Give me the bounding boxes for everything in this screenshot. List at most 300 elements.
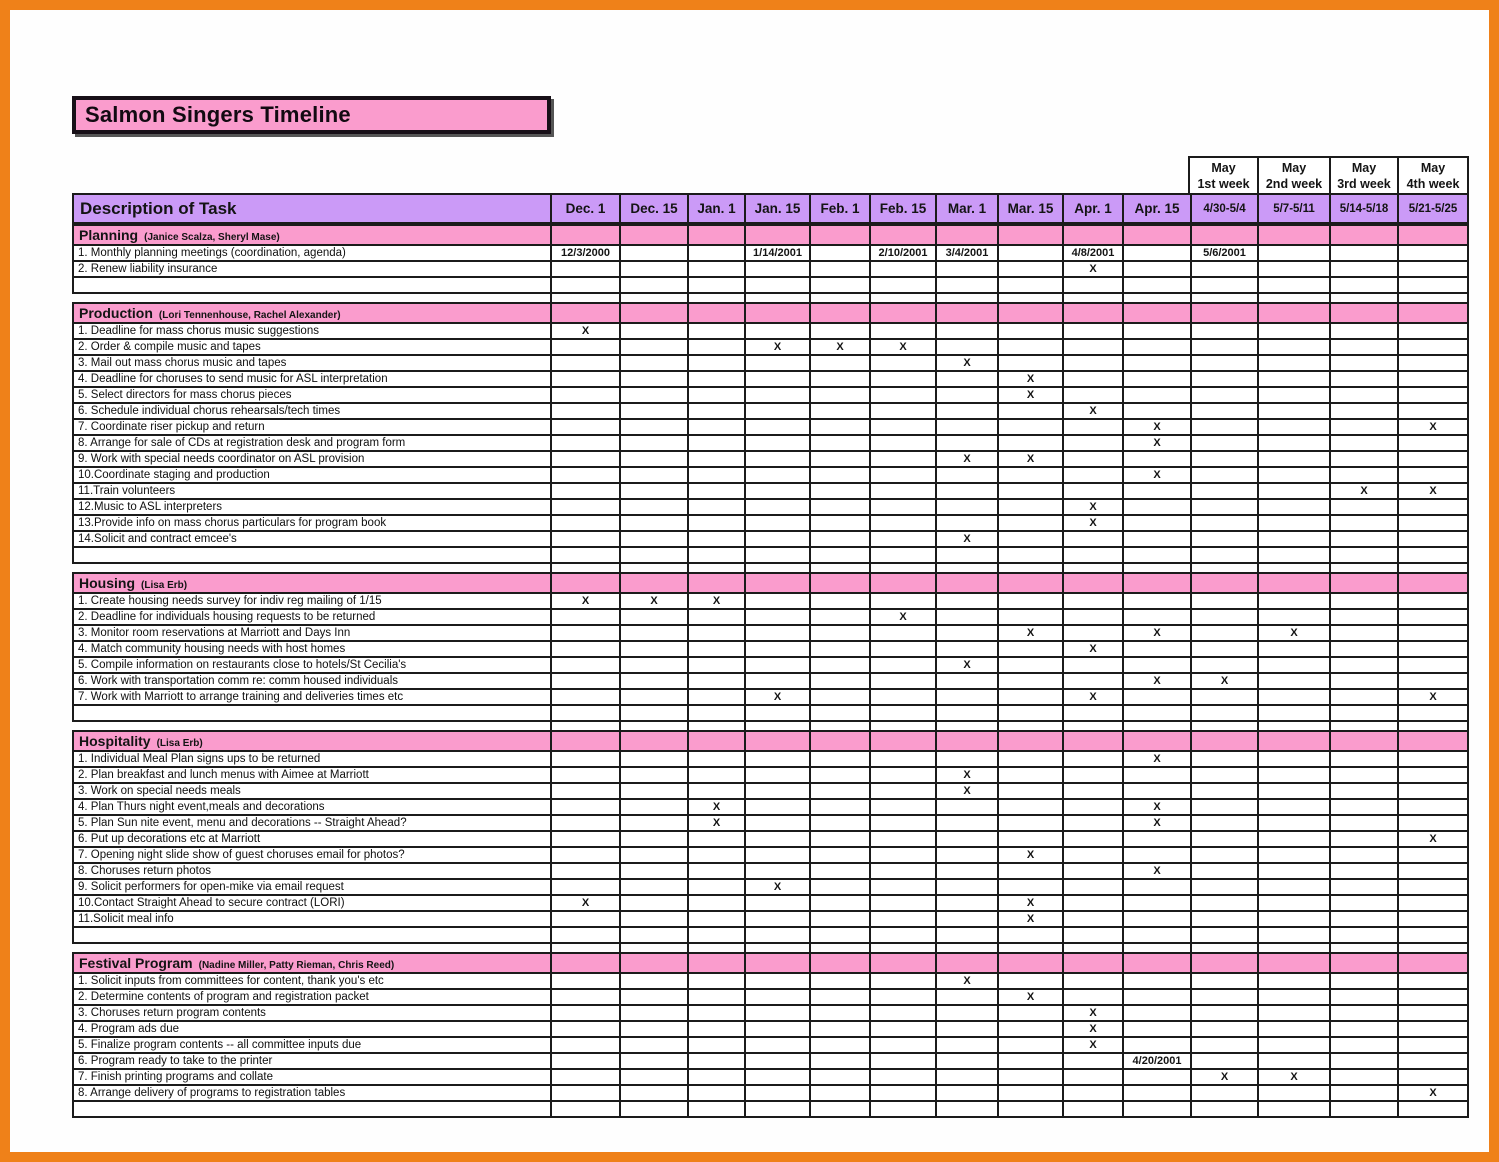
- empty-cell: [1257, 706, 1329, 720]
- timeline-cell-may4: [1397, 532, 1467, 546]
- timeline-cell-feb15: [869, 658, 935, 672]
- timeline-cell-dec1: [550, 832, 619, 846]
- timeline-cell-jan15: [744, 372, 809, 386]
- timeline-cell-dec1: [550, 404, 619, 418]
- empty-cell: [935, 548, 997, 562]
- timeline-cell-may1: [1190, 974, 1257, 988]
- timeline-cell-dec1: [550, 974, 619, 988]
- gap-cell: [687, 944, 744, 952]
- timeline-cell-dec1: [550, 1086, 619, 1100]
- timeline-cell-dec15: [619, 340, 687, 354]
- timeline-cell-may1: [1190, 816, 1257, 830]
- gap-cell: [1190, 722, 1257, 730]
- timeline-cell-feb1: [809, 626, 869, 640]
- task-row: [74, 830, 1467, 846]
- timeline-cell-may1: [1190, 262, 1257, 276]
- empty-cell: [619, 278, 687, 292]
- timeline-cell-may2: [1257, 768, 1329, 782]
- timeline-cell-apr1: [1062, 658, 1122, 672]
- timeline-cell-feb1: [809, 832, 869, 846]
- timeline-cell-dec1: [550, 484, 619, 498]
- may-week-header: [1257, 158, 1329, 193]
- timeline-cell-mar1: [935, 468, 997, 482]
- gap-cell: [1397, 944, 1469, 952]
- empty-cell: [1397, 1102, 1467, 1116]
- empty-cell: [1062, 1102, 1122, 1116]
- task-row: [74, 656, 1467, 672]
- timeline-cell-apr1: [1062, 626, 1122, 640]
- timeline-cell-may2: [1257, 880, 1329, 894]
- timeline-cell-dec15: [619, 388, 687, 402]
- task-label: 4. Program ads due: [78, 1023, 180, 1035]
- timeline-cell-jan1: [687, 500, 744, 514]
- timeline-cell-may1: [1190, 896, 1257, 910]
- timeline-cell-mar15: [997, 500, 1062, 514]
- timeline-cell-mar15: [997, 642, 1062, 656]
- may-week-header: [1190, 158, 1257, 193]
- may-week-line1: May: [1351, 161, 1377, 175]
- timeline-cell-apr15: [1122, 690, 1190, 704]
- gap-cell: [1257, 564, 1329, 572]
- timeline-cell-dec15: [619, 324, 687, 338]
- timeline-cell-apr1: X: [1062, 262, 1122, 276]
- timeline-cell-dec1: [550, 516, 619, 530]
- empty-cell: [687, 928, 744, 942]
- task-label: 11.Train volunteers: [78, 485, 176, 497]
- empty-cell: [809, 278, 869, 292]
- empty-cell: [809, 928, 869, 942]
- empty-cell: [687, 1102, 744, 1116]
- timeline-cell-feb15: [869, 880, 935, 894]
- timeline-cell-mar15: [997, 752, 1062, 766]
- timeline-cell-may3: [1329, 436, 1397, 450]
- gap-cell: [687, 564, 744, 572]
- timeline-cell-mar15: [997, 1022, 1062, 1036]
- timeline-cell-jan15: [744, 594, 809, 608]
- timeline-cell-mar15: [997, 468, 1062, 482]
- timeline-cell-feb1: [809, 768, 869, 782]
- timeline-cell-may2: [1257, 516, 1329, 530]
- task-label: 9. Work with special needs coordinator on ASL provision: [78, 453, 365, 465]
- timeline-cell-apr1: [1062, 752, 1122, 766]
- timeline-cell-dec15: [619, 468, 687, 482]
- timeline-cell-may3: [1329, 832, 1397, 846]
- timeline-cell-jan1: [687, 340, 744, 354]
- timeline-cell-jan1: [687, 848, 744, 862]
- timeline-cell-mar15: X: [997, 990, 1062, 1004]
- timeline-cell-feb1: [809, 452, 869, 466]
- section-title: Production: [79, 305, 153, 321]
- section-header-cell: [1329, 226, 1397, 244]
- section-title: Hospitality: [79, 733, 151, 749]
- timeline-cell-mar1: [935, 1006, 997, 1020]
- section-header-cell: [935, 304, 997, 322]
- section-header-cell: [1062, 226, 1122, 244]
- timeline-cell-may3: [1329, 768, 1397, 782]
- timeline-cell-feb1: [809, 484, 869, 498]
- task-row: [74, 688, 1467, 704]
- timeline-cell-may3: [1329, 340, 1397, 354]
- timeline-cell-apr15: [1122, 388, 1190, 402]
- empty-cell: [1397, 278, 1467, 292]
- timeline-cell-may3: [1329, 880, 1397, 894]
- empty-cell: [744, 548, 809, 562]
- timeline-cell-apr15: [1122, 1086, 1190, 1100]
- timeline-cell-jan15: [744, 864, 809, 878]
- task-label: 9. Solicit performers for open-mike via email request: [78, 881, 344, 893]
- empty-cell: [997, 278, 1062, 292]
- timeline-cell-jan15: [744, 484, 809, 498]
- timeline-cell-dec15: [619, 484, 687, 498]
- timeline-cell-jan15: [744, 404, 809, 418]
- timeline-cell-mar1: [935, 420, 997, 434]
- empty-cell: [997, 928, 1062, 942]
- section-title: Housing: [79, 575, 135, 591]
- column-header-mar15: Mar. 15: [997, 195, 1062, 222]
- task-row: [74, 514, 1467, 530]
- timeline-cell-mar15: [997, 516, 1062, 530]
- task-label: 10.Coordinate staging and production: [78, 469, 270, 481]
- timeline-cell-dec1: [550, 452, 619, 466]
- task-row: [74, 862, 1467, 878]
- section-header: [74, 226, 550, 244]
- timeline-cell-jan1: [687, 1022, 744, 1036]
- timeline-cell-feb15: [869, 912, 935, 926]
- empty-cell: [1190, 706, 1257, 720]
- section-header-cell: [935, 954, 997, 972]
- timeline-cell-mar15: X: [997, 848, 1062, 862]
- timeline-cell-feb1: [809, 864, 869, 878]
- timeline-cell-may4: [1397, 340, 1467, 354]
- timeline-cell-dec15: [619, 1070, 687, 1084]
- section-header-cell: [1397, 732, 1467, 750]
- timeline-cell-may4: [1397, 864, 1467, 878]
- empty-cell: [1329, 548, 1397, 562]
- timeline-cell-jan1: [687, 420, 744, 434]
- section-header-cell: [1190, 954, 1257, 972]
- gap-cell: [744, 944, 809, 952]
- timeline-cell-feb1: [809, 516, 869, 530]
- task-label: 3. Work on special needs meals: [78, 785, 241, 797]
- timeline-cell-jan15: [744, 388, 809, 402]
- timeline-cell-dec1: X: [550, 896, 619, 910]
- timeline-cell-feb15: [869, 864, 935, 878]
- timeline-cell-may2: [1257, 800, 1329, 814]
- timeline-cell-feb15: [869, 1038, 935, 1052]
- timeline-cell-may2: [1257, 388, 1329, 402]
- timeline-cell-may3: [1329, 1022, 1397, 1036]
- timeline-cell-may4: [1397, 626, 1467, 640]
- task-column-header: Description of Task: [80, 198, 237, 218]
- timeline-cell-apr1: [1062, 436, 1122, 450]
- timeline-cell-dec15: [619, 452, 687, 466]
- task-row: [74, 244, 1467, 260]
- timeline-cell-feb1: [809, 880, 869, 894]
- task-label: 11.Solicit meal info: [78, 913, 174, 925]
- timeline-cell-may2: [1257, 468, 1329, 482]
- task-row: [74, 1068, 1467, 1084]
- task-label: 8. Arrange delivery of programs to registration tables: [78, 1087, 346, 1099]
- section-header-cell: [1062, 954, 1122, 972]
- timeline-cell-mar15: [997, 436, 1062, 450]
- timeline-cell-jan1: [687, 784, 744, 798]
- empty-cell: [935, 278, 997, 292]
- timeline-cell-may2: X: [1257, 1070, 1329, 1084]
- timeline-cell-apr1: [1062, 372, 1122, 386]
- empty-cell: [550, 548, 619, 562]
- gap-cell: [869, 722, 935, 730]
- timeline-cell-may1: [1190, 420, 1257, 434]
- timeline-cell-apr1: X: [1062, 1006, 1122, 1020]
- gap-cell: [997, 564, 1062, 572]
- timeline-cell-jan1: [687, 752, 744, 766]
- timeline-cell-mar1: [935, 752, 997, 766]
- task-row: [74, 672, 1467, 688]
- timeline-cell-apr1: [1062, 324, 1122, 338]
- timeline-cell-may1: [1190, 452, 1257, 466]
- timeline-cell-mar1: [935, 800, 997, 814]
- timeline-cell-feb1: [809, 420, 869, 434]
- empty-cell: [744, 278, 809, 292]
- task-label: 3. Monitor room reservations at Marriott and Days Inn: [78, 627, 351, 639]
- timeline-cell-feb1: [809, 848, 869, 862]
- timeline-cell-apr15: X: [1122, 674, 1190, 688]
- timeline-cell-apr1: [1062, 974, 1122, 988]
- timeline-cell-feb1: [809, 262, 869, 276]
- timeline-cell-apr1: [1062, 832, 1122, 846]
- timeline-cell-feb1: [809, 1022, 869, 1036]
- empty-task-cell: [74, 928, 550, 942]
- timeline-cell-apr15: [1122, 784, 1190, 798]
- empty-cell: [550, 706, 619, 720]
- empty-row: [74, 276, 1467, 292]
- timeline-cell-may1: [1190, 404, 1257, 418]
- timeline-cell-dec15: [619, 246, 687, 260]
- task-row: [74, 1052, 1467, 1068]
- timeline-cell-may1: [1190, 864, 1257, 878]
- timeline-cell-mar1: X: [935, 356, 997, 370]
- timeline-cell-apr15: [1122, 642, 1190, 656]
- timeline-cell-mar1: X: [935, 452, 997, 466]
- section-header-cell: [1329, 574, 1397, 592]
- section-header-row: [74, 304, 1467, 322]
- timeline-cell-mar1: [935, 610, 997, 624]
- section-header-cell: [1329, 732, 1397, 750]
- task-row: [74, 910, 1467, 926]
- timeline-cell-apr1: X: [1062, 1038, 1122, 1052]
- timeline-cell-may1: [1190, 356, 1257, 370]
- timeline-cell-dec1: [550, 848, 619, 862]
- timeline-cell-apr1: [1062, 674, 1122, 688]
- timeline-cell-jan15: [744, 974, 809, 988]
- timeline-cell-dec15: [619, 864, 687, 878]
- timeline-cell-feb15: [869, 516, 935, 530]
- timeline-cell-dec15: [619, 516, 687, 530]
- empty-cell: [1257, 548, 1329, 562]
- timeline-cell-dec15: [619, 436, 687, 450]
- column-header-jan15: Jan. 15: [744, 195, 809, 222]
- timeline-cell-may2: [1257, 420, 1329, 434]
- task-label: 5. Select directors for mass chorus pieces: [78, 389, 292, 401]
- timeline-cell-may3: [1329, 420, 1397, 434]
- timeline-cell-may1: [1190, 516, 1257, 530]
- gap-cell: [619, 722, 687, 730]
- timeline-cell-may4: [1397, 816, 1467, 830]
- timeline-cell-may1: [1190, 1022, 1257, 1036]
- timeline-cell-feb1: [809, 1006, 869, 1020]
- timeline-cell-feb15: [869, 484, 935, 498]
- timeline-cell-mar15: [997, 340, 1062, 354]
- gap-cell: [997, 294, 1062, 302]
- section-header-cell: [619, 226, 687, 244]
- empty-cell: [550, 928, 619, 942]
- timeline-cell-feb15: [869, 642, 935, 656]
- timeline-cell-mar1: [935, 324, 997, 338]
- timeline-cell-jan1: X: [687, 800, 744, 814]
- timeline-cell-mar1: [935, 1086, 997, 1100]
- section-header-cell: [619, 732, 687, 750]
- task-label: 6. Work with transportation comm re: comm housed individuals: [78, 675, 399, 687]
- task-row: [74, 386, 1467, 402]
- timeline-cell-may4: [1397, 800, 1467, 814]
- task-row: [74, 434, 1467, 450]
- timeline-cell-jan1: [687, 452, 744, 466]
- task-row: [74, 988, 1467, 1004]
- timeline-cell-mar15: [997, 420, 1062, 434]
- timeline-cell-apr15: [1122, 404, 1190, 418]
- timeline-cell-jan15: [744, 356, 809, 370]
- task-label: 1. Solicit inputs from committees for content, thank you's etc: [78, 975, 384, 987]
- timeline-cell-dec1: [550, 990, 619, 1004]
- task-label: 4. Plan Thurs night event,meals and decorations: [78, 801, 325, 813]
- column-header-dec15: Dec. 15: [619, 195, 687, 222]
- timeline-cell-jan15: X: [744, 690, 809, 704]
- timeline-cell-jan1: [687, 1070, 744, 1084]
- timeline-cell-mar1: [935, 1054, 997, 1068]
- timeline-cell-may4: [1397, 1006, 1467, 1020]
- timeline-cell-may4: [1397, 658, 1467, 672]
- timeline-cell-dec1: [550, 500, 619, 514]
- timeline-cell-may1: [1190, 880, 1257, 894]
- section-header-cell: [869, 954, 935, 972]
- timeline-cell-may2: [1257, 642, 1329, 656]
- gap-task-cell: [72, 722, 550, 730]
- timeline-cell-feb1: [809, 690, 869, 704]
- gap-task-cell: [72, 944, 550, 952]
- timeline-cell-may3: [1329, 356, 1397, 370]
- timeline-cell-may2: [1257, 340, 1329, 354]
- section-header-cell: [1397, 304, 1467, 322]
- timeline-cell-feb1: [809, 896, 869, 910]
- gap-cell: [1190, 294, 1257, 302]
- task-row: [74, 418, 1467, 434]
- column-header-apr1: Apr. 1: [1062, 195, 1122, 222]
- may-week-header-row: [1188, 156, 1469, 193]
- section-header-cell: [550, 574, 619, 592]
- task-row: [74, 322, 1467, 338]
- timeline-cell-dec1: [550, 752, 619, 766]
- timeline-cell-may1: [1190, 848, 1257, 862]
- section-header-cell: [997, 574, 1062, 592]
- column-header-mar1: Mar. 1: [935, 195, 997, 222]
- timeline-cell-jan1: [687, 912, 744, 926]
- timeline-cell-may3: [1329, 864, 1397, 878]
- timeline-cell-dec15: [619, 974, 687, 988]
- may-week-line2: 3rd week: [1337, 177, 1391, 191]
- timeline-cell-dec1: [550, 690, 619, 704]
- timeline-cell-dec1: [550, 800, 619, 814]
- section-gap: [72, 722, 1469, 730]
- gap-cell: [1122, 944, 1190, 952]
- empty-cell: [687, 706, 744, 720]
- timeline-cell-mar1: [935, 642, 997, 656]
- timeline-cell-may1: [1190, 532, 1257, 546]
- timeline-cell-feb1: [809, 372, 869, 386]
- timeline-cell-may2: [1257, 848, 1329, 862]
- timeline-cell-mar15: [997, 246, 1062, 260]
- timeline-cell-may2: [1257, 404, 1329, 418]
- timeline-cell-feb15: [869, 690, 935, 704]
- task-row: [74, 498, 1467, 514]
- gap-cell: [1062, 564, 1122, 572]
- timeline-cell-may2: [1257, 452, 1329, 466]
- timeline-cell-may1: X: [1190, 1070, 1257, 1084]
- section-header-cell: [1257, 304, 1329, 322]
- timeline-cell-dec15: [619, 990, 687, 1004]
- section-header-cell: [1397, 226, 1467, 244]
- timeline-cell-dec1: [550, 610, 619, 624]
- task-label: 8. Choruses return photos: [78, 865, 211, 877]
- task-row: [74, 608, 1467, 624]
- empty-cell: [1329, 278, 1397, 292]
- timeline-cell-apr1: X: [1062, 404, 1122, 418]
- timeline-cell-apr1: 4/8/2001: [1062, 246, 1122, 260]
- section-title: Festival Program: [79, 955, 193, 971]
- may-week-line1: May: [1211, 161, 1236, 175]
- timeline-cell-may4: [1397, 1054, 1467, 1068]
- task-row: [74, 814, 1467, 830]
- timeline-cell-feb1: [809, 784, 869, 798]
- timeline-cell-apr15: [1122, 1070, 1190, 1084]
- gap-cell: [744, 294, 809, 302]
- timeline-cell-mar1: [935, 848, 997, 862]
- timeline-cell-dec15: [619, 356, 687, 370]
- empty-cell: [1190, 1102, 1257, 1116]
- section-header-cell: [550, 226, 619, 244]
- timeline-cell-may2: [1257, 532, 1329, 546]
- timeline-cell-mar1: [935, 990, 997, 1004]
- timeline-cell-apr15: [1122, 832, 1190, 846]
- timeline-cell-may2: [1257, 1054, 1329, 1068]
- task-row: [74, 624, 1467, 640]
- timeline-cell-may3: [1329, 674, 1397, 688]
- timeline-cell-dec15: [619, 690, 687, 704]
- timeline-cell-mar1: [935, 262, 997, 276]
- timeline-cell-feb1: [809, 912, 869, 926]
- gap-cell: [744, 722, 809, 730]
- timeline-cell-may4: [1397, 500, 1467, 514]
- timeline-cell-mar1: [935, 880, 997, 894]
- timeline-cell-may4: X: [1397, 832, 1467, 846]
- timeline-cell-jan1: [687, 896, 744, 910]
- timeline-cell-jan1: [687, 372, 744, 386]
- timeline-cell-apr15: [1122, 990, 1190, 1004]
- timeline-cell-mar15: X: [997, 626, 1062, 640]
- timeline-cell-may3: [1329, 784, 1397, 798]
- timeline-cell-mar15: [997, 784, 1062, 798]
- timeline-cell-jan15: [744, 642, 809, 656]
- timeline-cell-may1: [1190, 690, 1257, 704]
